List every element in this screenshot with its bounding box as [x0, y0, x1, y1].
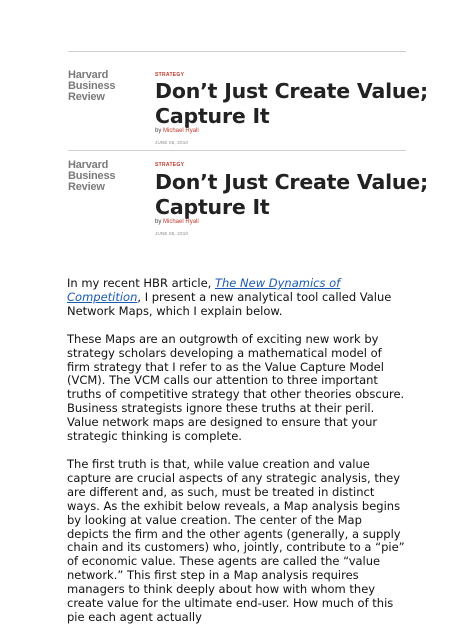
article-link[interactable]: The New Dynamics of Competition: [67, 276, 341, 304]
article-body: [67, 277, 407, 639]
author-link[interactable]: Michael Ryall: [163, 219, 199, 225]
paragraph-text: , I present a new analytical tool called Value Network Maps, which I explain below.: [67, 289, 392, 318]
publish-date: JUNE 06, 2010: [155, 140, 189, 145]
section-kicker: STRATEGY: [155, 72, 185, 78]
byline-prefix: by: [155, 219, 162, 225]
logo-line: Review: [68, 91, 105, 103]
logo-line: Review: [68, 181, 105, 193]
article-paragraph: The first truth is that, while value creation and value capture are crucial aspects of any strategic analysis, they are different and, as such, must be treated in distinct ways. As the exhibit below reveals, a Map analysis begins by looking at value creation. The center of the Map depicts the firm and the other agents (generally, a supply chain and its customers) who, jointly, contribute to a “pie” of economic value. These agents are called the “value network.” This first step in a Map analysis requires managers to think deeply about how with whom they create value for the ultimate end-user. How much of this pie each agent actually: [67, 456, 405, 624]
hbr-logo: [68, 160, 115, 193]
byline: [155, 128, 199, 134]
publish-date: JUNE 06, 2010: [155, 231, 189, 236]
logo-line: Business: [68, 170, 116, 182]
article-paragraph: These Maps are an outgrowth of exciting new work by strategy scholars developing a mathematical model of firm strategy that I refer to as the Value Capture Model (VCM). The VCM calls our attention to three important truths of competitive strategy that other theories obscure. Business strategists ignore these truths at their peril. Value network maps are designed to ensure that your strategic thinking is complete.: [67, 331, 405, 444]
logo-line: Business: [68, 80, 116, 92]
title-line: Don’t Just Create Value;: [155, 170, 429, 194]
article-title: [155, 170, 455, 220]
author-link[interactable]: Michael Ryall: [163, 128, 199, 134]
article-title: [155, 79, 455, 129]
section-divider: [68, 150, 406, 151]
article-paragraph: [67, 277, 407, 319]
byline-prefix: by: [155, 128, 162, 134]
byline: [155, 219, 199, 225]
logo-line: Harvard: [68, 69, 109, 81]
title-line: Capture It: [155, 104, 270, 128]
paragraph-text: In my recent HBR article,: [67, 276, 215, 290]
logo-line: Harvard: [68, 159, 109, 171]
title-line: Capture It: [155, 195, 270, 219]
top-divider: [68, 51, 406, 52]
title-line: Don’t Just Create Value;: [155, 79, 429, 103]
hbr-logo: [68, 70, 115, 103]
section-kicker: STRATEGY: [155, 162, 185, 168]
